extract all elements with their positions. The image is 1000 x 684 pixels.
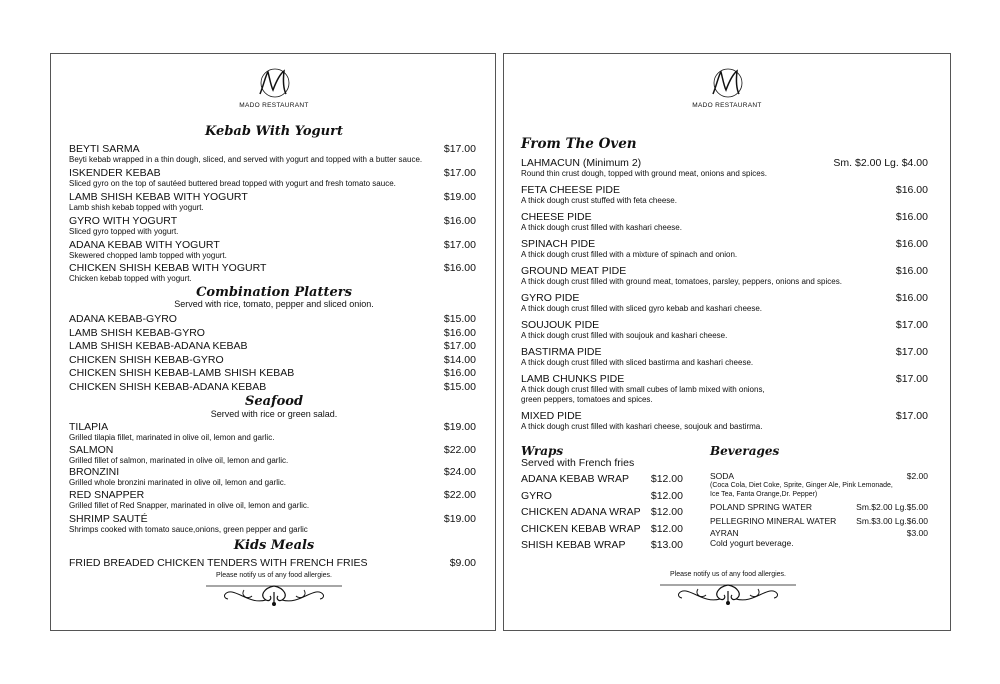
item-description: Grilled fillet of Red Snapper, marinated in olive oil, lemon and garlic. — [69, 501, 310, 510]
item-name: CHICKEN SHISH KEBAB-GYRO — [69, 353, 224, 366]
menu-item — [521, 537, 683, 554]
item-price: $16.00 — [895, 265, 928, 277]
item-description: Cold yogurt beverage. — [710, 538, 794, 548]
item-price: Sm. $2.00 Lg. $4.00 — [833, 157, 928, 169]
item-price: $16.00 — [895, 184, 928, 196]
item-name: CHICKEN SHISH KEBAB-LAMB SHISH KEBAB — [69, 367, 295, 380]
item-description: (Coca Cola, Diet Coke, Sprite, Ginger Ale, Pink Lemonade, — [710, 482, 893, 489]
item-name: SHISH KEBAB WRAP — [521, 539, 626, 551]
section-title-seafood: Seafood — [244, 394, 304, 409]
item-description: A thick dough crust filled with soujouk and kashari cheese. — [521, 331, 728, 340]
menu-item — [521, 471, 683, 488]
menu-item — [521, 488, 683, 505]
item-name: SPINACH PIDE — [521, 238, 596, 250]
menu-item — [69, 466, 476, 488]
menu-item — [710, 514, 928, 528]
beverages-list — [710, 471, 928, 548]
item-name: BEYTI SARMA — [69, 143, 140, 155]
item-description: Grilled whole bronzini marinated in olive oil, lemon and garlic. — [69, 478, 286, 487]
menu-item — [69, 381, 476, 395]
item-price: $19.00 — [443, 191, 476, 203]
item-description: Sliced gyro on the top of sautéed buttered bread topped with yogurt and fresh tomato sauce. — [69, 179, 396, 188]
restaurant-logo — [687, 66, 767, 109]
section-title-kebab-yogurt: Kebab With Yogurt — [205, 124, 343, 139]
ornament-flourish-icon — [658, 581, 798, 607]
item-description: Sliced gyro topped with yogurt. — [69, 227, 179, 236]
item-price: $19.00 — [443, 513, 476, 525]
item-price: $17.00 — [895, 410, 928, 422]
item-price: Sm.$3.00 Lg.$6.00 — [856, 516, 928, 526]
item-description: A thick dough crust filled with sliced gyro kebab and kashari cheese. — [521, 304, 763, 313]
allergy-note: Please notify us of any food allergies. — [216, 572, 332, 579]
combo-list — [69, 313, 476, 395]
menu-item — [521, 292, 928, 314]
item-description: Grilled fillet of salmon, marinated in olive oil, lemon and garlic. — [69, 456, 289, 465]
item-description: A thick dough crust filled with ground meat, tomatoes, parsley, peppers, onions and spices. — [521, 277, 842, 286]
item-name: LAMB CHUNKS PIDE — [521, 373, 625, 385]
menu-item — [521, 238, 928, 260]
item-name: ISKENDER KEBAB — [69, 167, 161, 179]
item-price: $16.00 — [443, 215, 476, 227]
item-price: $12.00 — [650, 522, 683, 535]
item-description: Shrimps cooked with tomato sauce,onions, green pepper and garlic — [69, 525, 308, 534]
menu-item — [69, 191, 476, 213]
menu-item — [69, 167, 476, 189]
menu-item — [69, 327, 476, 341]
item-price: $17.00 — [895, 346, 928, 358]
item-price: $17.00 — [443, 143, 476, 155]
item-description: Grilled tilapia fillet, marinated in olive oil, lemon and garlic. — [69, 433, 275, 442]
menu-item — [69, 143, 476, 165]
item-description: Round thin crust dough, topped with ground meat, onions and spices. — [521, 169, 767, 178]
item-name: CHICKEN KEBAB WRAP — [521, 522, 641, 535]
menu-item — [69, 513, 476, 535]
item-price: $3.00 — [906, 528, 928, 538]
item-price: $16.00 — [895, 292, 928, 304]
item-description: A thick dough crust filled with kashari cheese, soujouk and bastirma. — [521, 422, 763, 431]
item-name: CHEESE PIDE — [521, 211, 592, 223]
section-title-oven: From The Oven — [521, 136, 637, 152]
item-name: PELLEGRINO MINERAL WATER — [710, 516, 837, 526]
item-name: SALMON — [69, 444, 114, 456]
menu-item — [710, 500, 928, 514]
item-price: $12.00 — [650, 506, 683, 518]
item-name: LAHMACUN (Minimum 2) — [521, 157, 642, 169]
section-subtitle: Served with rice, tomato, pepper and sliced onion. — [174, 299, 374, 309]
menu-item — [521, 157, 928, 179]
item-name: CHICKEN ADANA WRAP — [521, 506, 641, 518]
item-price: $17.00 — [895, 373, 928, 385]
menu-item — [710, 471, 928, 499]
section-title-wraps: Wraps — [521, 444, 564, 458]
item-name: MIXED PIDE — [521, 410, 582, 422]
item-price: $14.00 — [443, 353, 476, 366]
logo-monogram-icon — [254, 66, 294, 100]
item-name: AYRAN — [710, 528, 739, 538]
item-name: SODA — [710, 471, 735, 481]
item-price: $17.00 — [895, 319, 928, 331]
item-name: ADANA KEBAB-GYRO — [69, 313, 177, 325]
item-price: Sm.$2.00 Lg.$5.00 — [856, 502, 928, 512]
item-price: $15.00 — [443, 313, 476, 325]
section-subtitle: Served with rice or green salad. — [210, 409, 338, 419]
item-price: $16.00 — [895, 238, 928, 250]
logo-text: MADO RESTAURANT — [692, 102, 762, 109]
menu-item — [69, 557, 476, 569]
menu-item — [69, 340, 476, 354]
item-name: TILAPIA — [69, 421, 109, 433]
item-price: $2.00 — [906, 471, 928, 481]
menu-page-left — [50, 53, 496, 631]
item-description: A thick dough crust filled with small cubes of lamb mixed with onions, — [521, 385, 765, 394]
menu-item — [521, 319, 928, 341]
item-name: SOUJOUK PIDE — [521, 319, 600, 331]
item-name: BRONZINI — [69, 466, 120, 478]
restaurant-logo — [234, 66, 314, 109]
item-price: $12.00 — [650, 473, 683, 485]
item-name: POLAND SPRING WATER — [710, 502, 813, 512]
menu-item — [521, 504, 683, 521]
item-name: RED SNAPPER — [69, 489, 145, 501]
item-description: A thick dough crust filled with kashari cheese. — [521, 223, 682, 232]
item-description: Chicken kebab topped with yogurt. — [69, 274, 192, 283]
menu-item — [69, 354, 476, 368]
section-title-beverages: Beverages — [710, 444, 780, 458]
item-name: CHICKEN SHISH KEBAB WITH YOGURT — [69, 262, 267, 274]
menu-item — [69, 421, 476, 443]
item-price: $19.00 — [443, 421, 476, 433]
item-description-line2: green peppers, tomatoes and spices. — [521, 395, 653, 404]
section-title-combination: Combination Platters — [196, 285, 352, 300]
item-description: Skewered chopped lamb topped with yogurt. — [69, 251, 227, 260]
item-name: FETA CHEESE PIDE — [521, 184, 620, 196]
item-price: $13.00 — [650, 539, 683, 551]
item-name: FRIED BREADED CHICKEN TENDERS WITH FRENCH FRIES — [69, 557, 368, 569]
item-price: $9.00 — [449, 557, 476, 569]
item-name: ADANA KEBAB WITH YOGURT — [69, 239, 220, 251]
item-name: LAMB SHISH KEBAB WITH YOGURT — [69, 191, 248, 203]
item-description: A thick dough crust filled with a mixture of spinach and onion. — [521, 250, 738, 259]
item-description-line2: Ice Tea, Fanta Orange,Dr. Pepper) — [710, 491, 818, 498]
item-description: A thick dough crust stuffed with feta cheese. — [521, 196, 677, 205]
item-price: $22.00 — [443, 444, 476, 456]
item-name: LAMB SHISH KEBAB-ADANA KEBAB — [69, 340, 248, 353]
section-subtitle: Served with French fries — [521, 457, 635, 469]
item-name: GYRO PIDE — [521, 292, 580, 304]
section-title-kids: Kids Meals — [233, 538, 315, 553]
item-price: $17.00 — [443, 340, 476, 353]
menu-item — [69, 239, 476, 261]
item-name: GROUND MEAT PIDE — [521, 265, 627, 277]
item-price: $24.00 — [443, 466, 476, 478]
menu-item — [521, 521, 683, 538]
menu-item — [69, 215, 476, 237]
logo-text: MADO RESTAURANT — [239, 102, 309, 109]
item-price: $17.00 — [443, 239, 476, 251]
item-name: GYRO — [521, 489, 552, 502]
item-price: $16.00 — [895, 211, 928, 223]
item-name: CHICKEN SHISH KEBAB-ADANA KEBAB — [69, 380, 267, 393]
menu-item — [69, 444, 476, 466]
ornament-flourish-icon — [204, 582, 344, 608]
menu-item — [69, 489, 476, 511]
item-name: ADANA KEBAB WRAP — [521, 473, 629, 485]
item-price: $16.00 — [443, 326, 476, 339]
menu-item — [521, 410, 928, 432]
item-name: BASTIRMA PIDE — [521, 346, 602, 358]
item-name: LAMB SHISH KEBAB-GYRO — [69, 326, 205, 339]
item-description: Beyti kebab wrapped in a thin dough, sliced, and served with yogurt and topped with a butter sauce. — [69, 155, 423, 164]
menu-item — [521, 184, 928, 206]
item-price: $22.00 — [443, 489, 476, 501]
menu-item — [521, 211, 928, 233]
item-price: $12.00 — [650, 489, 683, 502]
menu-item — [69, 367, 476, 381]
item-name: SHRIMP SAUTÉ — [69, 513, 148, 525]
menu-item — [69, 262, 476, 284]
item-description: Lamb shish kebab topped with yogurt. — [69, 203, 204, 212]
item-name: GYRO WITH YOGURT — [69, 215, 178, 227]
allergy-note: Please notify us of any food allergies. — [670, 571, 786, 578]
menu-item — [69, 313, 476, 327]
item-price: $17.00 — [443, 167, 476, 179]
menu-item — [521, 265, 928, 287]
item-price: $15.00 — [443, 380, 476, 393]
menu-page-right — [503, 53, 951, 631]
item-description: A thick dough crust filled with sliced bastirma and kashari cheese. — [521, 358, 754, 367]
wraps-list — [521, 471, 683, 554]
logo-monogram-icon — [707, 66, 747, 100]
item-price: $16.00 — [443, 367, 476, 380]
menu-item — [521, 346, 928, 368]
menu-item — [710, 528, 928, 548]
menu-item — [521, 373, 928, 405]
item-price: $16.00 — [443, 262, 476, 274]
